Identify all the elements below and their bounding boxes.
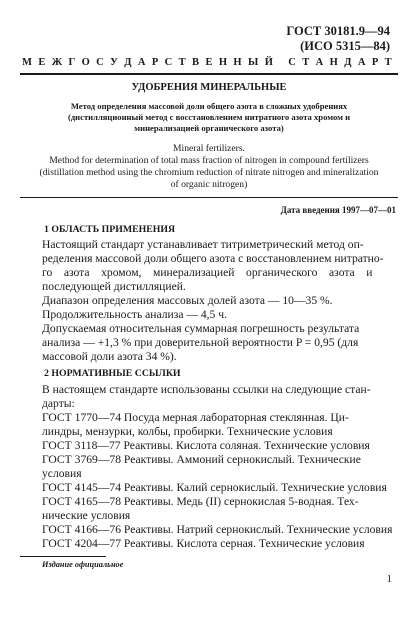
title-en-line-1: Mineral fertilizers. <box>173 143 245 154</box>
banner-letter: Р <box>151 57 159 68</box>
iso-number: (ИСО 5315—84) <box>300 39 390 53</box>
section-1-line: Настоящий стандарт устанавливает титриметрический метод оп- <box>42 238 364 251</box>
banner-letter: М <box>22 57 32 68</box>
section-1-line: Диапазон определения массовых долей азота — 10—35 %. <box>42 294 333 307</box>
title-en-line-4: of organic nitrogen) <box>170 179 248 190</box>
banner-letter: Й <box>264 57 273 68</box>
section-2-line: ГОСТ 4145—74 Реактивы. Калий сернокислый. Технические условия <box>42 481 387 494</box>
banner-letter: Н <box>218 57 228 68</box>
footer-rule <box>20 556 106 557</box>
section-2-line: ГОСТ 4165—78 Реактивы. Медь (II) сернокислая 5-водная. Тех- <box>42 495 359 508</box>
subtitle-ru-line-2: (дистилляционный метод с восстановлением нитратного азота хромом и <box>67 112 351 122</box>
banner-letter: А <box>315 57 324 68</box>
section-2-line: ГОСТ 4166—76 Реактивы. Натрий сернокислый. Технические условия <box>42 523 393 536</box>
section-1-line: Допускаемая относительная суммарная погрешность результата <box>42 322 360 335</box>
page-number: 1 <box>386 573 392 585</box>
banner-letter: С <box>96 57 104 68</box>
section-1-line: анализа — +1,3 % при доверительной вероятности P = 0,95 (для <box>42 336 359 349</box>
title-ru: УДОБРЕНИЯ МИНЕРАЛЬНЫЕ <box>131 82 287 93</box>
section-2-line: ГОСТ 3118—77 Реактивы. Кислота соляная. Технические условия <box>42 439 370 452</box>
banner-letter: Г <box>68 57 76 68</box>
banner-letter: Т <box>384 57 392 68</box>
banner-letter: Т <box>302 57 310 68</box>
subtitle-ru-line-1: Метод определения массовой доли общего азота в сложных удобрениях <box>70 101 348 111</box>
edition-note: Издание официальное <box>42 560 124 569</box>
section-2-line: В настоящем стандарте использованы ссылки на следующие стан- <box>42 383 371 396</box>
banner-letter: А <box>357 57 366 68</box>
title-en-line-3: (distillation method using the chromium reduction of nitrate nitrogen and mineralization <box>39 167 379 178</box>
banner-letter: Е <box>38 57 46 68</box>
banner-letter: Н <box>329 57 338 68</box>
section-2-line: условия <box>42 467 82 480</box>
header-rule <box>20 73 398 75</box>
subtitle-ru-line-3: минерализацией органического азота) <box>134 123 284 133</box>
banner-letter: С <box>164 57 173 68</box>
section-1-heading: 1 ОБЛАСТЬ ПРИМЕНЕНИЯ <box>44 224 176 235</box>
title-en-line-2: Method for determination of total mass fraction of nitrogen in compound fertilizers <box>49 155 369 166</box>
section-1-line: ределения массовой доли общего азота с восстановлением нитратно- <box>42 252 384 265</box>
banner-letter: Ж <box>51 57 63 68</box>
banner-letter: С <box>288 57 296 68</box>
banner-letter: Д <box>344 57 352 68</box>
banner-letter: Ы <box>247 57 259 68</box>
banner-gap <box>279 57 282 68</box>
section-1-line: Продолжительность анализа — 4,5 ч. <box>42 308 227 321</box>
section-2-line: ГОСТ 4204—77 Реактивы. Кислота серная. Технические условия <box>42 537 365 550</box>
banner-letter: А <box>137 57 146 68</box>
gost-number: ГОСТ 30181.9—94 <box>286 24 390 38</box>
section-2-line: дарты: <box>42 397 75 410</box>
section-1-line: последующей дистилляцией. <box>42 280 186 293</box>
section-2-line: нические условия <box>42 509 131 522</box>
banner-letter: Е <box>205 57 213 68</box>
banner-letter: Р <box>371 57 379 68</box>
section-2-line: линдры, мензурки, колбы, пробирки. Технические условия <box>42 425 333 438</box>
banner-letter: В <box>192 57 200 68</box>
banner-letter: О <box>81 57 90 68</box>
section-1-line: го азота хромом, минерализацией органического азота и <box>42 266 373 279</box>
banner-letter: Н <box>233 57 242 68</box>
section-1-line: массовой доли азота 34 %). <box>42 350 177 363</box>
banner-letter: Т <box>178 57 186 68</box>
intro-date: Дата введения 1997—07—01 <box>280 205 396 215</box>
section-2-line: ГОСТ 1770—74 Посуда мерная лабораторная стеклянная. Ци- <box>42 411 349 424</box>
title-rule <box>20 197 398 198</box>
banner-letter: Д <box>124 57 132 68</box>
section-2-line: ГОСТ 3769—78 Реактивы. Аммоний сернокислый. Технические <box>42 453 361 466</box>
banner-letter: У <box>110 57 118 68</box>
standard-type-banner <box>22 57 392 68</box>
section-2-heading: 2 НОРМАТИВНЫЕ ССЫЛКИ <box>44 368 181 379</box>
